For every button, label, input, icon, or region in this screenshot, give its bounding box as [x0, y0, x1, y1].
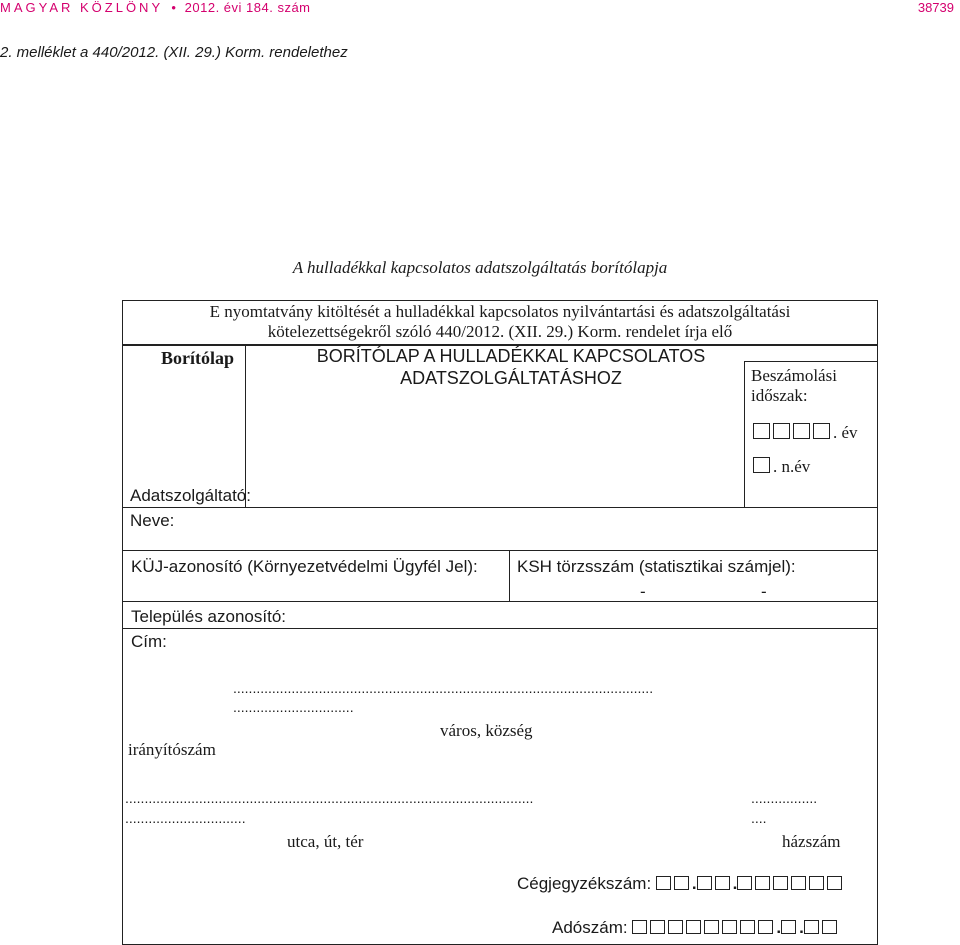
digit-box[interactable] [650, 920, 665, 934]
instruction-line-2: kötelezettségekről szóló 440/2012. (XII. 29.) Korm. rendelet írja elő [267, 322, 733, 341]
house-number-dots-2: .... [751, 810, 767, 826]
id-row-bottom-border [122, 601, 877, 602]
settlement-divider [122, 628, 877, 629]
street-dots-2: ............................... [125, 810, 246, 826]
digit-box[interactable] [715, 876, 730, 890]
instruction-line-1: E nyomtatvány kitöltését a hulladékkal kapcsolatos nyilvántartási és adatszolgáltatási [209, 302, 791, 321]
page-number: 38739 [917, 0, 954, 15]
year-digit-box[interactable] [793, 423, 810, 439]
digit-box[interactable] [632, 920, 647, 934]
quarter-field[interactable] [753, 457, 810, 477]
year-suffix: . év [833, 423, 858, 442]
provider-label: Adatszolgáltató: [130, 486, 251, 505]
digit-box[interactable] [737, 876, 752, 890]
period-label-line-2: időszak: [751, 386, 808, 405]
bullet-icon: • [167, 0, 181, 15]
street-dots-1: ......................................................................................................... [125, 790, 534, 806]
form-title: A hulladékkal kapcsolatos adatszolgáltatás borítólapja [292, 258, 668, 277]
period-label-line-1: Beszámolási [751, 366, 837, 385]
settlement-label: Település azonosító: [131, 607, 286, 626]
digit-box[interactable] [668, 920, 683, 934]
digit-box[interactable] [773, 876, 788, 890]
digit-box[interactable] [791, 876, 806, 890]
digit-box[interactable] [781, 920, 796, 934]
digit-box[interactable] [804, 920, 819, 934]
id-row-top-border [122, 550, 877, 551]
journal-name: MAGYAR KÖZLÖNY [0, 0, 164, 15]
cover-label: Borítólap [161, 348, 235, 368]
company-reg-label: Cégjegyzékszám: [517, 874, 652, 893]
tax-number-label: Adószám: [552, 918, 628, 937]
year-digit-box[interactable] [773, 423, 790, 439]
kuj-label: KÜJ-azonosító (Környezetvédelmi Ügyfél Jel): [131, 557, 478, 576]
digit-box[interactable] [656, 876, 671, 890]
city-dots-1: ............................................................................................................ [233, 680, 654, 696]
journal-header [0, 0, 311, 15]
digit-box[interactable] [758, 920, 773, 934]
city-label: város, község [440, 721, 533, 740]
cover-title-line-2: ADATSZOLGÁLTATÁSHOZ [400, 368, 622, 388]
company-reg-field[interactable]: Cégjegyzékszám: . . [517, 874, 845, 894]
house-number-label: házszám [782, 832, 841, 851]
digit-box[interactable] [722, 920, 737, 934]
tax-number-field[interactable]: Adószám: . . [552, 918, 840, 938]
provider-divider [122, 507, 877, 508]
cover-title-line-1: BORÍTÓLAP A HULLADÉKKAL KAPCSOLATOS [316, 346, 706, 366]
digit-box[interactable] [740, 920, 755, 934]
period-top-border [744, 361, 877, 362]
period-divider [744, 361, 745, 507]
address-label: Cím: [131, 632, 167, 651]
id-row-divider [509, 550, 510, 601]
house-number-dots-1: ................. [751, 790, 818, 806]
year-digit-box[interactable] [753, 423, 770, 439]
year-field[interactable] [753, 423, 858, 443]
ksh-label: KSH törzsszám (statisztikai számjel): [517, 557, 796, 576]
zip-label: irányítószám [128, 740, 216, 759]
digit-box[interactable] [809, 876, 824, 890]
digit-box[interactable] [755, 876, 770, 890]
ksh-separator-2: - [761, 582, 767, 601]
digit-box[interactable] [704, 920, 719, 934]
annex-label: 2. melléklet a 440/2012. (XII. 29.) Korm. rendelethez [0, 44, 348, 61]
year-digit-box[interactable] [813, 423, 830, 439]
digit-box[interactable] [674, 876, 689, 890]
quarter-suffix: . n.év [773, 457, 811, 476]
issue-label: 2012. évi 184. szám [184, 0, 311, 15]
ksh-separator-1: - [640, 582, 646, 601]
quarter-digit-box[interactable] [753, 457, 770, 473]
digit-box[interactable] [697, 876, 712, 890]
digit-box[interactable] [822, 920, 837, 934]
name-label: Neve: [130, 511, 175, 530]
digit-box[interactable] [827, 876, 842, 890]
digit-box[interactable] [686, 920, 701, 934]
city-dots-2: ............................... [233, 699, 354, 715]
street-label: utca, út, tér [287, 832, 364, 851]
